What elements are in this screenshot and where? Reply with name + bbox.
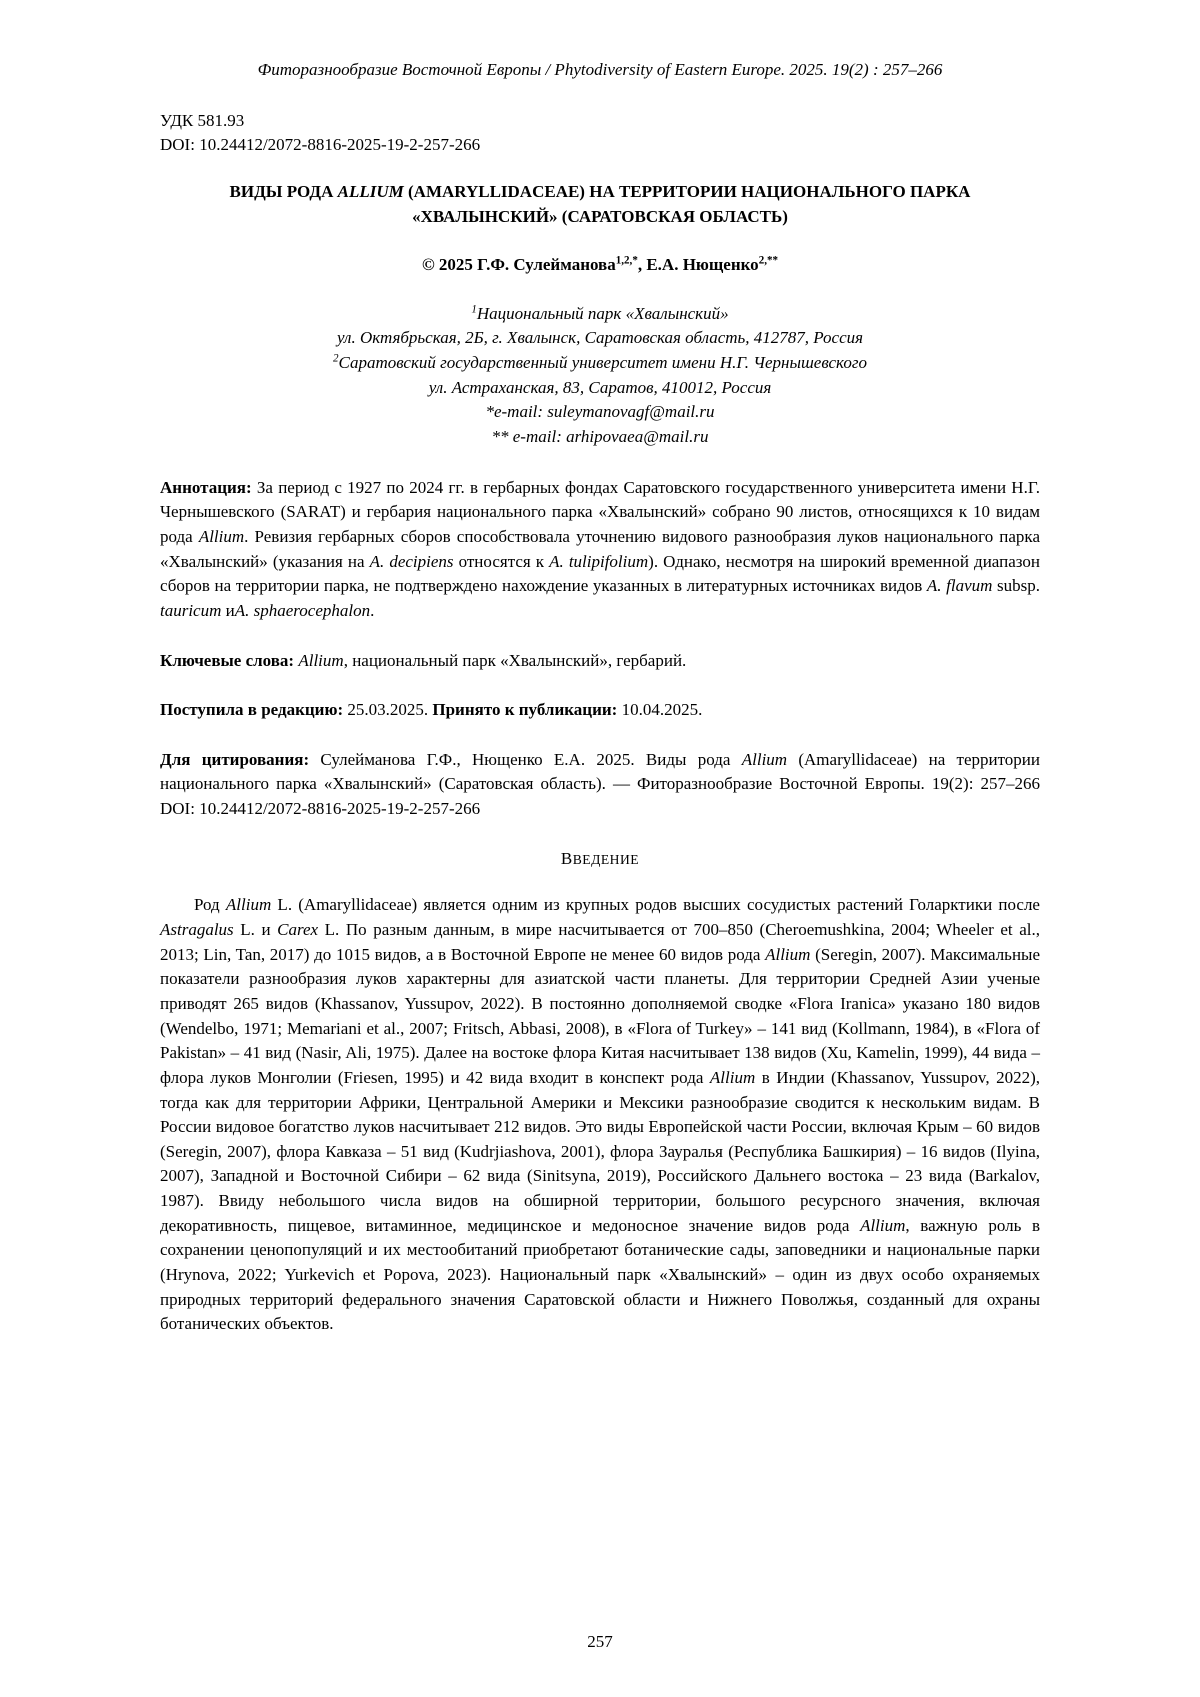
affiliation-2-address: ул. Астраханская, 83, Саратов, 410012, Россия: [428, 377, 772, 397]
affiliation-2: $^2$Саратовский государственный университет имени Н.Г. Чернышевского: [333, 352, 867, 373]
abstract-paragraph: Аннотация: За период с 1927 по 2024 гг. в гербарных фондах Саратовского государственного университета имени Н.Г. Чернышевского (SARAT) и гербария национального парка «Хвалынский» собрано 90 листов, относящихся к 10 видам рода Allium. Ревизия гербарных сборов способствовала уточнению видового разнообразия луков национального парка «Хвалынский» (указания на A. decipiens относятся к A. tulipifolium). Однако, несмотря на широкий временной диапазон сборов на территории парка, не подтверждено нахождение указанных в литературных источниках видов A. flavum subsp. tauricum иA. sphaerocephalon.: [160, 477, 1041, 620]
section-heading-introduction: ВВЕДЕНИЕ: [560, 848, 640, 868]
keywords-line: Ключевые слова: Allium, национальный парк «Хвалынский», гербарий.: [160, 650, 687, 670]
page-number: 257: [587, 1632, 613, 1652]
author-email-2: ** e-mail: arhipovaea@mail.ru: [491, 427, 709, 447]
affiliation-1-address: ул. Октябрьская, 2Б, г. Хвалынск, Саратовская область, 412787, Россия: [336, 328, 864, 348]
dates-line: Поступила в редакцию: 25.03.2025. Принято к публикации: 10.04.2025.: [160, 700, 703, 720]
udc-line: УДК 581.93: [160, 110, 245, 130]
author-email-1: *e-mail: suleymanovagf@mail.ru: [485, 402, 715, 422]
affiliation-1: $^1$Национальный парк «Хвалынский»: [471, 303, 729, 323]
authors-line: © 2025 Г.Ф. Сулейманова$^{1,2,*}$, Е.А. Нющенко$^{2,**}$: [421, 254, 779, 275]
introduction-paragraph: Род Allium L. (Amaryllidaceae) является одним из крупных родов высших сосудистых растений Голарктики после Astragalus L. и Carex L. По разным данным, в мире насчитывается от 700–850 (Cheroemushkina, 2004; Wheeler et al., 2013; Lin, Tan, 2017) до 1015 видов, а в Восточной Европе не менее 60 видов рода Allium (Seregin, 2007). Максимальные показатели разнообразия луков характерны для азиатской части планеты. Для территории Средней Азии ученые приводят 265 видов (Khassanov, Yussupov, 2022). В постоянно дополняемой сводке «Flora Iranica» указано 180 видов (Wendelbo, 1971; Memariani et al., 2007; Fritsch, Abbasi, 2008), в «Flora of Turkey» – 141 вид (Kollmann, 1984), в «Flora of Pakistan» – 41 вид (Nasir, Ali, 1975). Далее на востоке флора Китая насчитывает 138 видов (Xu, Kamelin, 1999), 44 вида – флора луков Монголии (Friesen, 1995) и 42 вида входит в конспект рода Allium в Индии (Khassanov, Yussupov, 2022), тогда как для территории Африки, Центральной Америки и Мексики разнообразие сводится к нескольким видам. В России видовое богатство луков насчитывает 212 видов. Это виды Европейской части России, включая Крым – 60 видов (Seregin, 2007), флора Кавказа – 51 вид (Kudrjiashova, 2001), флора Зауралья (Республика Башкирия) – 16 видов (Ilyina, 2007), Западной и Восточной Сибири – 62 вида (Sinitsyna, 2019), Российского Дальнего востока – 23 вида (Barkalov, 1987). Ввиду небольшого числа видов на обширной территории, большого ресурсного значения, включая декоративность, пищевое, витаминное, медицинское и медоносное значение видов рода Allium, важную роль в сохранении ценопопуляций и их местообитаний приобретают ботанические сады, заповедники и национальные парки (Hrynova, 2022; Yurkevich et Popova, 2023). Национальный парк «Хвалынский» – один из двух особо охраняемых природных территорий федерального значения Саратовской области и Нижнего Поволжья, созданный для охраны ботанических объектов.: [160, 895, 1041, 1334]
article-meta: [160, 109, 1040, 158]
citation-paragraph: Для цитирования: Сулейманова Г.Ф., Нющенко Е.А. 2025. Виды рода Allium (Amaryllidaceae) на территории национального парка «Хвалынский» (Саратовская область). — Фиторазнообразие Восточной Европы. 19(2): 257–266 DOI: 10.24412/2072-8816-2025-19-2-257-266: [160, 749, 1041, 819]
journal-running-head: Фиторазнообразие Восточной Европы / Phytodiversity of Eastern Europe. 2025. 19(2) : 257–266: [257, 60, 943, 79]
doi-line: DOI: 10.24412/2072-8816-2025-19-2-257-266: [160, 135, 481, 155]
affiliations-block: [160, 302, 1040, 450]
article-title: ВИДЫ РОДА ALLIUM (AMARYLLIDACEAE) НА ТЕРРИТОРИИ НАЦИОНАЛЬНОГО ПАРКА «ХВАЛЫНСКИЙ» (САРАТОВСКАЯ ОБЛАСТЬ): [229, 181, 971, 226]
